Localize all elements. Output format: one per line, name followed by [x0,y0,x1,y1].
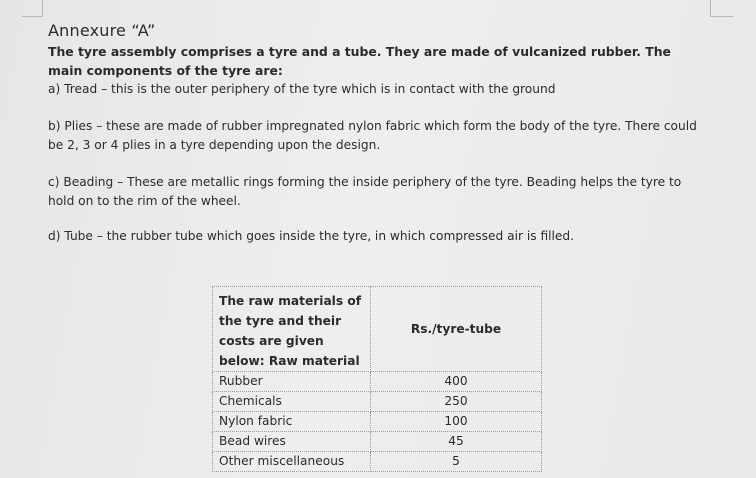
page-corner-mark-right [710,0,733,17]
annexure-title: Annexure “A” [48,21,156,40]
cost-cell: 45 [371,432,542,452]
page-corner-mark-left [22,0,43,17]
header-cost: Rs./tyre-tube [371,287,542,372]
component-tube: d) Tube – the rubber tube which goes inside the tyre, in which compressed air is filled. [48,229,575,243]
table-row [213,392,542,412]
material-cell: Bead wires [213,432,371,452]
table-row [213,452,542,472]
intro-paragraph: The tyre assembly comprises a tyre and a tube. They are made of vulcanized rubber. The main components of the tyre are: [48,44,671,78]
table-row [213,372,542,392]
component-plies: b) Plies – these are made of rubber impregnated nylon fabric which form the body of the tyre. There could be 2, 3 or 4 plies in a tyre depending upon the design. [48,119,697,152]
cost-cell: 100 [371,412,542,432]
component-beading: c) Beading – These are metallic rings forming the inside periphery of the tyre. Beading helps the tyre to hold on to the rim of the wheel. [48,175,682,208]
cost-cell: 400 [371,372,542,392]
material-cell: Nylon fabric [213,412,371,432]
material-cell: Chemicals [213,392,371,412]
cost-cell: 5 [371,452,542,472]
component-tread: a) Tread – this is the outer periphery of the tyre which is in contact with the ground [48,82,556,96]
material-cell: Other miscellaneous [213,452,371,472]
table-row [213,432,542,452]
material-cell: Rubber [213,372,371,392]
raw-materials-table [212,286,542,472]
document-page [48,20,728,246]
header-raw-material: The raw materials of the tyre and their costs are given below: Raw material [213,287,371,372]
table-header-row [213,287,542,372]
table-row [213,412,542,432]
cost-cell: 250 [371,392,542,412]
